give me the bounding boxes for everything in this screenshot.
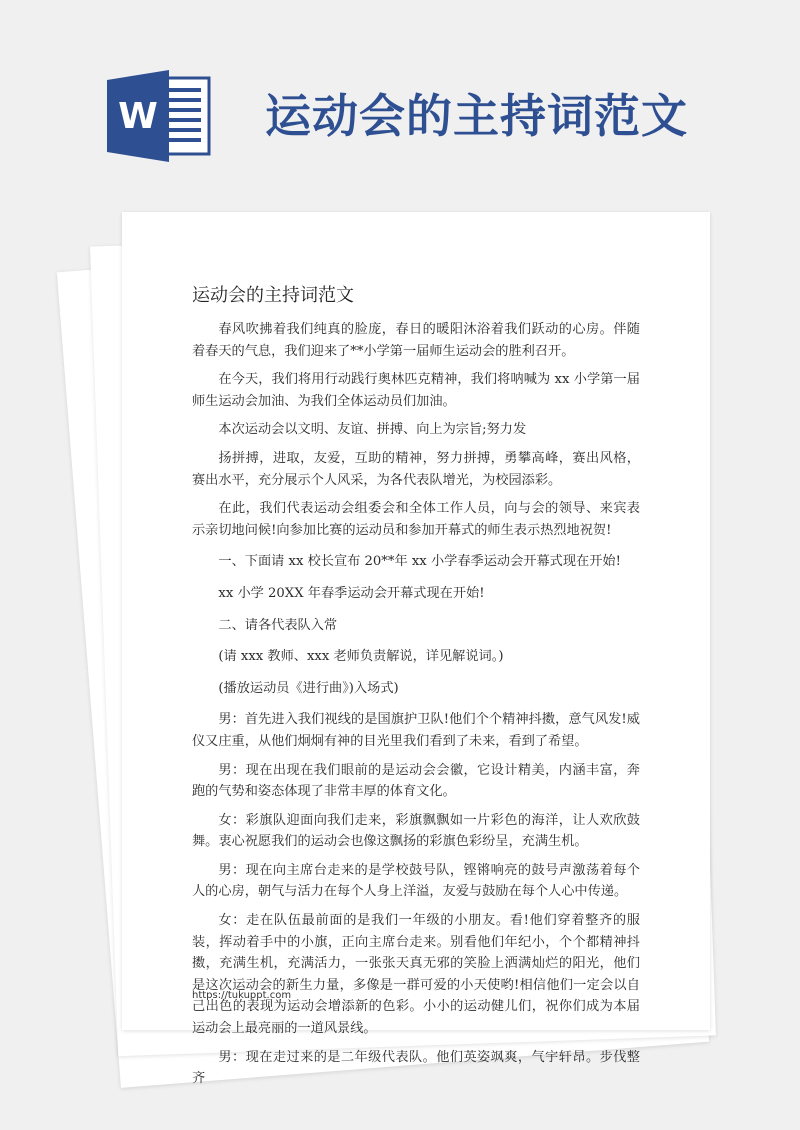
paragraph: 男：首先进入我们视线的是国旗护卫队!他们个个精神抖擞，意气风发!威仪又庄重，从他们炯炯有神的目光里我们看到了未来，看到了希望。 (192, 712, 640, 749)
page-header (0, 0, 800, 200)
paragraph: 男：现在走过来的是二年级代表队。他们英姿飒爽，气宇轩昂。步伐整齐 (192, 1049, 640, 1087)
paragraph: 二、请各代表队入常 (218, 617, 338, 633)
paragraph: 女：彩旗队迎面向我们走来，彩旗飘飘如一片彩色的海洋，让人欢欣鼓舞。衷心祝愿我们的运动会也像这飘扬的彩旗色彩纷呈，充满生机。 (192, 812, 640, 850)
paragraph: 男：现在向主席台走来的是学校鼓号队，铿锵响亮的鼓号声激荡着每个人的心房，朝气与活力在每个人身上洋溢，友爱与鼓励在每个人心中传递。 (192, 862, 640, 900)
paragraph: 男：现在出现在我们眼前的是运动会会徽，它设计精美，内涵丰富，奔跑的气势和姿态体现了非常丰厚的体育文化。 (192, 762, 640, 800)
paragraph: (播放运动员《进行曲》)入场式) (218, 680, 399, 696)
word-icon-letter: W (118, 96, 158, 137)
paragraph: (请 xxx 教师、xxx 老师负责解说，详见解说词。) (218, 649, 504, 665)
paragraph: xx 小学 20XX 年春季运动会开幕式现在开始! (218, 585, 485, 601)
page-header-title: 运动会的主持词范文 (265, 89, 688, 143)
document-body (192, 319, 640, 1097)
paragraph: 春风吹拂着我们纯真的脸庞，春日的暖阳沐浴着我们跃动的心房。伴随着春天的气息，我们迎来了**小学第一届师生运动会的胜利召开。 (192, 322, 640, 359)
paragraph: 一、下面请 xx 校长宣布 20**年 xx 小学春季运动会开幕式现在开始! (218, 554, 621, 570)
footer-url: https://tukuppt.com (192, 990, 292, 1001)
word-document-icon (107, 70, 213, 162)
paragraph: 扬拼搏，进取，友爱，互助的精神，努力拼搏，勇攀高峰，赛出风格，赛出水平，充分展示个人风采，为各代表队增光，为校园添彩。 (192, 450, 640, 488)
paragraph: 在此，我们代表运动会组委会和全体工作人员，向与会的领导、来宾表示亲切地问候!向参加比赛的运动员和参加开幕式的师生表示热烈地祝贺! (192, 501, 640, 538)
paragraph: 在今天，我们将用行动践行奥林匹克精神，我们将呐喊为 xx 小学第一届师生运动会加油、为我们全体运动员们加油。 (192, 372, 640, 409)
document-title: 运动会的主持词范文 (192, 285, 354, 306)
paragraph: 本次运动会以文明、友谊、拼搏、向上为宗旨;努力发 (218, 422, 527, 438)
paragraph: 女：走在队伍最前面的是我们一年级的小朋友。看!他们穿着整齐的服装，挥动着手中的小旗，正向主席台走来。别看他们年纪小，个个都精神抖擞，充满生机，充满活力，一张张天真无邪的笑脸上洒满灿烂的阳光，他们是这次运动会的新生力量，多像是一群可爱的小天使哟!相信他们一定会以自己出色的表现为运动会增添新的色彩。小小的运动健儿们，祝你们成为本届运动会上最亮丽的一道风景线。 (192, 913, 640, 1037)
